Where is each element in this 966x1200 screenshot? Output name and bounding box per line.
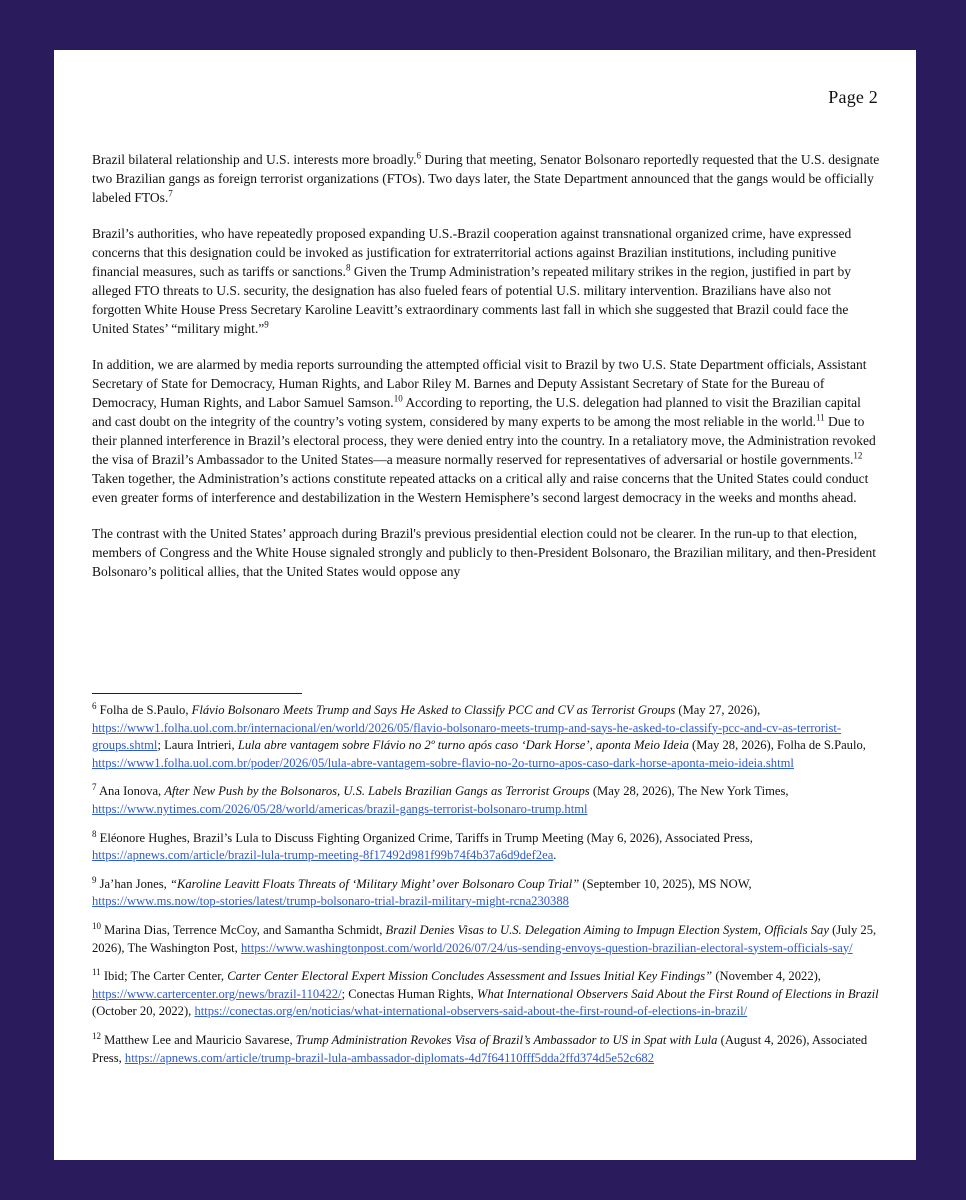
footnote-marker[interactable]: 8	[345, 262, 351, 273]
footnote-text: Ana Ionova,	[96, 784, 165, 799]
footnote-link[interactable]: https://conectas.org/en/noticias/what-international-observers-said-about-the-first-round-of-elections-in-brazil/	[194, 1004, 748, 1019]
paragraph-text: Brazil bilateral relationship and U.S. interests more broadly.	[92, 152, 417, 167]
paragraph-text: Given the Trump Administration’s repeated military strikes in the region, justified in part by alleged FTO threats to U.S. security, the designation has also fueled fears of potential U.S. military intervention. Brazilians have also not forgotten White House Press Secretary Karoline Leavitt’s extraordinary comments last fall in which she suggested that Brazil could face the United States’ “military might.”	[92, 264, 851, 336]
footnote-text: (May 28, 2026), The New York Times,	[589, 784, 789, 799]
footnote-number: 6	[92, 700, 97, 711]
footnote-number: 8	[92, 828, 97, 839]
footnote-text: (November 4, 2022),	[712, 969, 821, 984]
footnote-text: ; Conectas Human Rights,	[341, 986, 477, 1001]
footnote	[92, 922, 880, 957]
footnote-number: 12	[92, 1030, 101, 1041]
footnote-separator	[92, 693, 302, 694]
footnote-text: ; Laura Intrieri,	[157, 738, 238, 753]
paragraph-text: According to reporting, the U.S. delegation had planned to visit the Brazilian capital and cast doubt on the integrity of the country’s voting system, considered by many experts to be among the most reliable in the world.	[92, 395, 861, 429]
body-text	[92, 150, 880, 598]
footnote-text: (October 20, 2022),	[92, 1004, 195, 1019]
footnote	[92, 1032, 880, 1067]
footnote-title: “Karoline Leavitt Floats Threats of ‘Military Might’ over Bolsonaro Coup Trial”	[169, 876, 580, 891]
footnotes	[92, 702, 880, 1078]
footnote-number: 11	[92, 966, 101, 977]
footnote	[92, 876, 880, 911]
footnote-link[interactable]: https://www1.folha.uol.com.br/internacional/en/world/2026/05/flavio-bolsonaro-meets-trump-and-says-he-asked-to-classify-pcc-and-cv-as-terrorist-groups.shtml	[92, 720, 842, 753]
footnote-text: Eléonore Hughes, Brazil’s Lula to Discuss Fighting Organized Crime, Tariffs in Trump Meeting (May 6, 2026), Associated Press,	[96, 830, 753, 845]
footnote-title: After New Push by the Bolsonaros, U.S. Labels Brazilian Gangs as Terrorist Groups	[164, 784, 590, 799]
footnote-text: Marina Dias, Terrence McCoy, and Samantha Schmidt,	[101, 922, 386, 937]
body-paragraph	[92, 355, 880, 507]
footnote-link[interactable]: https://apnews.com/article/trump-brazil-lula-ambassador-diplomats-4d7f64110fff5dda2ffd374d5e52c682	[124, 1050, 655, 1065]
paragraph-text: In addition, we are alarmed by media reports surrounding the attempted official visit to Brazil by two U.S. State Department officials, Assistant Secretary of State for Democracy, Human Rights, and Labor Riley M. Barnes and Deputy Assistant Secretary of State for the Bureau of Democracy, Human Rights, and Labor Samuel Samson.	[92, 357, 867, 410]
footnote-text: Ibid; The Carter Center,	[100, 969, 228, 984]
footnote-link[interactable]: https://www.washingtonpost.com/world/2026/07/24/us-sending-envoys-question-brazilian-electoral-system-officials-say/	[240, 940, 853, 955]
footnote	[92, 783, 880, 818]
footnote-marker[interactable]: 10	[393, 393, 403, 404]
footnote-text: (May 27, 2026),	[675, 703, 761, 717]
footnote-link[interactable]: https://www.nytimes.com/2026/05/28/world/americas/brazil-gangs-terrorist-bolsonaro-trump.html	[92, 801, 588, 816]
body-paragraph	[92, 224, 880, 338]
footnote-text: Matthew Lee and Mauricio Savarese,	[101, 1032, 296, 1047]
footnote-marker[interactable]: 12	[853, 450, 863, 461]
footnote	[92, 702, 880, 772]
footnote-link[interactable]: https://www.ms.now/top-stories/latest/trump-bolsonaro-trial-brazil-military-might-rcna230388	[92, 894, 569, 909]
footnote-number: 7	[92, 782, 97, 793]
footnote-title: Brazil Denies Visas to U.S. Delegation Aiming to Impugn Election System, Officials Say	[385, 922, 829, 937]
footnote-marker[interactable]: 6	[416, 150, 422, 161]
paragraph-text: During that meeting, Senator Bolsonaro reportedly requested that the U.S. designate two Brazilian gangs as foreign terrorist organizations (FTOs). Two days later, the State Department announced that the gangs would be officially labeled FTOs.	[92, 152, 880, 205]
footnote-title: Trump Administration Revokes Visa of Brazil’s Ambassador to US in Spat with Lula	[295, 1032, 718, 1047]
footnote-number: 10	[92, 920, 101, 931]
paragraph-text: Taken together, the Administration’s actions constitute repeated attacks on a critical ally and raise concerns that the United States could conduct even greater forms of interference and destabilization in the Western Hemisphere’s second largest democracy in the weeks and months ahead.	[92, 471, 869, 505]
footnote-link[interactable]: https://www1.folha.uol.com.br/poder/2026/05/lula-abre-vantagem-sobre-flavio-no-2o-turno-apos-caso-dark-horse-aponta-meio-ideia.shtml	[92, 755, 794, 770]
footnote	[92, 830, 880, 865]
document-page	[54, 50, 916, 1160]
footnote-text: .	[553, 848, 557, 863]
footnote-text: (September 10, 2025), MS NOW,	[579, 876, 752, 891]
footnote-link[interactable]: https://apnews.com/article/brazil-lula-trump-meeting-8f17492d981f99b74f4b37a6d9def2ea	[92, 848, 554, 863]
paragraph-text: Due to their planned interference in Brazil’s electoral process, they were denied entry into the country. In a retaliatory move, the Administration revoked the visa of Brazil’s Ambassador to the United States—a measure normally reserved for representatives of adversarial or hostile governments.	[92, 414, 876, 467]
footnote-title: What International Observers Said About the First Round of Elections in Brazil	[476, 986, 879, 1001]
body-paragraph	[92, 524, 880, 581]
footnote-text: Ja’han Jones,	[96, 876, 170, 891]
footnote-text: (August 4, 2026), Associated Press,	[92, 1032, 868, 1065]
footnote-title: Lula abre vantagem sobre Flávio no 2º turno após caso ‘Dark Horse’, aponta Meio Ideia	[237, 738, 689, 753]
footnote-text: Folha de S.Paulo,	[96, 703, 192, 717]
footnote-text: (July 25, 2026), The Washington Post,	[92, 922, 877, 955]
footnote-marker[interactable]: 7	[168, 188, 173, 199]
paragraph-text: The contrast with the United States’ approach during Brazil's previous presidential election could not be clearer. In the run-up to that election, members of Congress and the White House signaled strongly and publicly to then-President Bolsonaro, the Brazilian military, and then-President Bolsonaro’s political allies, that the United States would oppose any	[92, 526, 876, 579]
footnote-marker[interactable]: 11	[815, 412, 825, 423]
body-paragraph	[92, 150, 880, 207]
footnote	[92, 968, 880, 1021]
paragraph-text: Brazil’s authorities, who have repeatedly proposed expanding U.S.-Brazil cooperation against transnational organized crime, have expressed concerns that this designation could be invoked as justification for extraterritorial actions against Brazilian institutions, including punitive financial measures, such as tariffs or sanctions.	[92, 226, 852, 279]
footnote-number: 9	[92, 874, 97, 885]
page-number: Page 2	[828, 87, 878, 107]
footnote-title: Flávio Bolsonaro Meets Trump and Says He Asked to Classify PCC and CV as Terrorist Groups	[191, 703, 676, 717]
footnote-text: (May 28, 2026), Folha de S.Paulo,	[688, 738, 866, 753]
footnote-marker[interactable]: 9	[264, 319, 269, 330]
footnote-title: Carter Center Electoral Expert Mission Concludes Assessment and Issues Initial Key Findings”	[227, 969, 713, 984]
footnote-link[interactable]: https://www.cartercenter.org/news/brazil-110422/	[92, 986, 342, 1001]
